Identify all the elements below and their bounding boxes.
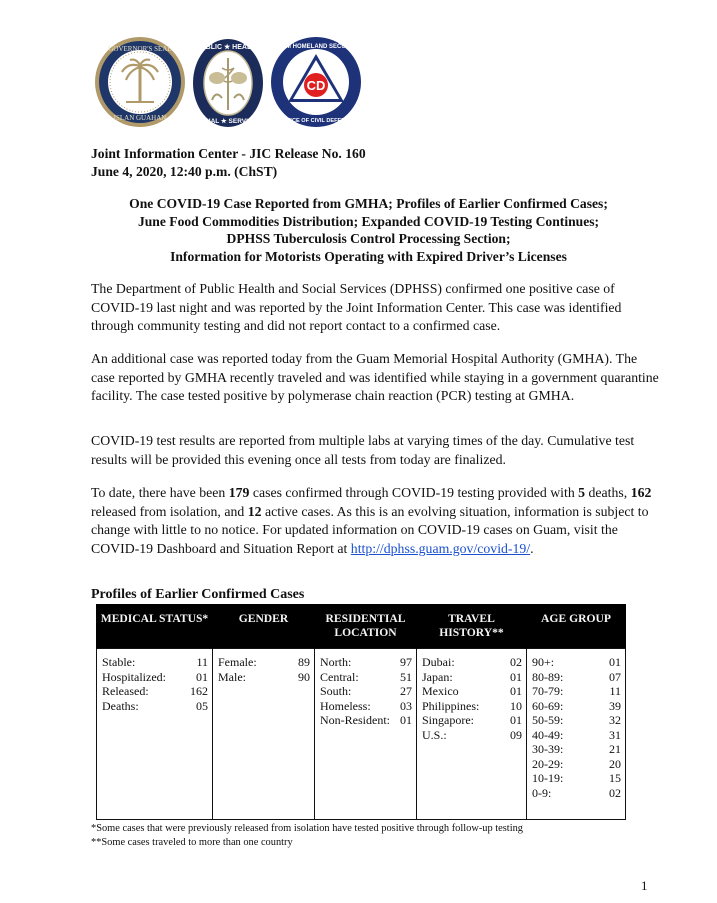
release-date: June 4, 2020, 12:40 p.m. (ChST) [91,164,278,179]
profile-row-label: South: [320,684,352,698]
profile-row [320,670,412,685]
public-health-seal-icon [192,38,264,128]
header-age-group: AGE GROUP [527,604,626,649]
release-title [60,195,677,265]
gender-cell [213,649,315,820]
civil-defense-seal-icon [270,36,362,128]
profile-row-label: 30-39: [532,742,564,756]
profile-row-value: 21 [609,742,621,756]
profile-row-label: Deaths: [102,698,139,713]
profile-row [320,655,412,670]
profile-row [102,655,208,670]
profile-row-value: 07 [609,669,621,684]
profile-row-label: Dubai: [422,655,455,669]
profile-row-value: 27 [400,684,412,698]
profile-row [422,684,522,699]
active-count: 12 [247,503,262,519]
profile-row-value: 39 [609,698,621,713]
profile-row-label: 80-89: [532,669,564,684]
footnote-medical-status: *Some cases that were previously released from isolation have tested positive through follow-up testing [91,823,523,834]
profile-row [532,713,621,728]
profiles-section-title: Profiles of Earlier Confirmed Cases [91,587,305,602]
seal-top-text: GOVERNOR'S SEAL [108,45,172,53]
profile-row-label: Non-Resident: [320,713,390,727]
profile-row-label: 0-9: [532,785,552,800]
profile-row [532,684,621,699]
profile-row-value: 20 [609,756,621,771]
profile-row-value: 97 [400,655,412,669]
profile-row-value: 89 [298,655,310,669]
released-count: 162 [630,485,652,500]
profile-row-value: 11 [609,684,621,698]
profile-row-label: Japan: [422,669,453,684]
title-line: DPHSS Tuberculosis Control Processing Section; [226,231,511,246]
paragraph-case-totals [91,484,661,558]
header-residential-location: RESIDENTIAL LOCATION [315,604,417,649]
page-number: 1 [641,878,648,893]
profile-row [422,655,522,670]
public-health-logo [192,38,264,128]
text-span: deaths, [585,485,631,500]
profile-row [532,742,621,757]
profile-row [422,713,522,728]
profile-row-value: 01 [196,669,208,684]
phss-top-text: PUBLIC ★ HEALTH [195,44,261,51]
profile-row-label: Released: [102,684,149,698]
footnote-travel-history: **Some cases traveled to more than one country [91,837,293,848]
paragraph-test-results: COVID-19 test results are reported from multiple labs at varying times of the day. Cumulative test results will be provided this evening once all tests from today are finalized. [91,433,635,467]
profile-row-label: Male: [218,669,246,684]
profile-row-value: 09 [510,727,522,742]
travel-history-cell [417,649,527,820]
profile-row-label: 10-19: [532,771,564,785]
age-group-cell [527,649,626,820]
profile-row-label: Mexico [422,684,459,698]
title-line: Information for Motorists Operating with Expired Driver’s Licenses [170,248,567,264]
seal-bottom-text: ISLAN GUAHAN [113,114,167,122]
profile-row-value: 162 [190,684,208,698]
profile-row-label: 60-69: [532,698,564,713]
profile-row [422,699,522,714]
text-span: active cases. As this is an evolving situation, information is subject to change with little to no notice. For updated information on COVID-19 cases on Guam, visit the COVID-19 Dashboard and Situation Report at [91,503,649,556]
profile-row-value: 01 [609,655,621,669]
profile-row-value: 02 [510,655,522,669]
profile-row-value: 01 [510,684,522,698]
profile-row [102,684,208,699]
paragraph-dphss-case: The Department of Public Health and Social Services (DPHSS) confirmed one positive case of COVID-19 last night and was reported by the Joint Information Center. This case was identified through community testing and did not report contact to a confirmed case. [91,281,622,334]
case-profile-table [96,604,626,820]
text-span: To date, there have been [91,485,229,500]
profile-row-value: 01 [400,713,412,727]
profile-row [532,771,621,786]
profile-row [218,670,310,685]
text-span: cases confirmed through COVID-19 testing provided with [249,485,579,500]
profile-row-value: 01 [510,669,522,684]
header-travel-history: TRAVEL HISTORY** [417,604,527,649]
profile-row [532,757,621,772]
profile-row-label: 70-79: [532,684,564,698]
profile-row [532,786,621,801]
profile-row [422,728,522,743]
profile-row-value: 03 [400,698,412,713]
title-line: One COVID-19 Case Reported from GMHA; Profiles of Earlier Confirmed Cases; [129,196,608,211]
profile-row [532,699,621,714]
profile-row-value: 31 [609,727,621,742]
profile-row-label: U.S.: [422,727,447,742]
paragraph-gmha-case: An additional case was reported today from the Guam Memorial Hospital Authority (GMHA). The case reported by GMHA recently traveled and was identified while staying in a government quarantine facility. The case tested positive by polymerase chain reaction (PCR) testing at GMHA. [91,351,659,404]
profile-row-value: 32 [609,713,621,727]
cd-bottom-text: OFFICE OF CIVIL DEFENSE [279,118,353,124]
text-span: . [530,540,534,556]
profile-row-value: 90 [298,669,310,684]
medical-status-cell [97,649,213,820]
profile-row [102,670,208,685]
profile-row [320,699,412,714]
profile-row [320,713,412,728]
profile-row [532,670,621,685]
profile-row-label: North: [320,655,352,669]
civil-defense-logo [270,36,362,128]
profile-row-value: 02 [609,785,621,800]
profile-row-value: 05 [196,698,208,713]
profile-row-value: 01 [510,713,522,727]
profile-row-label: Homeless: [320,698,371,713]
profile-row-label: 50-59: [532,713,564,727]
release-number: Joint Information Center - JIC Release No. 160 [91,146,366,161]
cd-badge-text: CD [306,78,326,93]
profile-row-label: Central: [320,669,359,684]
cd-top-text: GUAM HOMELAND SECURITY [272,44,360,50]
dphss-covid-link[interactable]: http://dphss.guam.gov/covid-19/ [350,540,531,556]
profile-row-value: 10 [510,698,522,713]
profile-row-label: Female: [218,655,257,669]
profile-row-label: 20-29: [532,756,564,771]
text-span: released from isolation, and [91,503,248,519]
header-medical-status: MEDICAL STATUS* [97,604,213,649]
governors-seal-logo [94,36,186,128]
profile-row-label: Philippines: [422,698,480,713]
release-header [91,145,366,181]
total-cases-count: 179 [228,485,250,500]
profile-row-label: Singapore: [422,713,474,727]
profile-row [218,655,310,670]
profile-row-label: Hospitalized: [102,669,166,684]
profile-row [320,684,412,699]
profile-row-value: 15 [609,771,621,785]
profile-row-value: 11 [196,655,208,669]
profile-row [102,699,208,714]
profile-row [532,655,621,670]
profile-row-label: 90+: [532,655,555,669]
profile-row-label: Stable: [102,655,136,669]
deaths-count: 5 [578,485,586,500]
header-gender: GENDER [213,604,315,649]
title-line: June Food Commodities Distribution; Expanded COVID-19 Testing Continues; [137,213,600,229]
profile-row-value: 51 [400,669,412,684]
profile-row [532,728,621,743]
phss-bottom-text: SOCIAL ★ SERVICES [194,118,262,125]
residential-location-cell [315,649,417,820]
profile-row-label: 40-49: [532,727,564,742]
profile-row [422,670,522,685]
governors-seal-icon [94,36,186,128]
